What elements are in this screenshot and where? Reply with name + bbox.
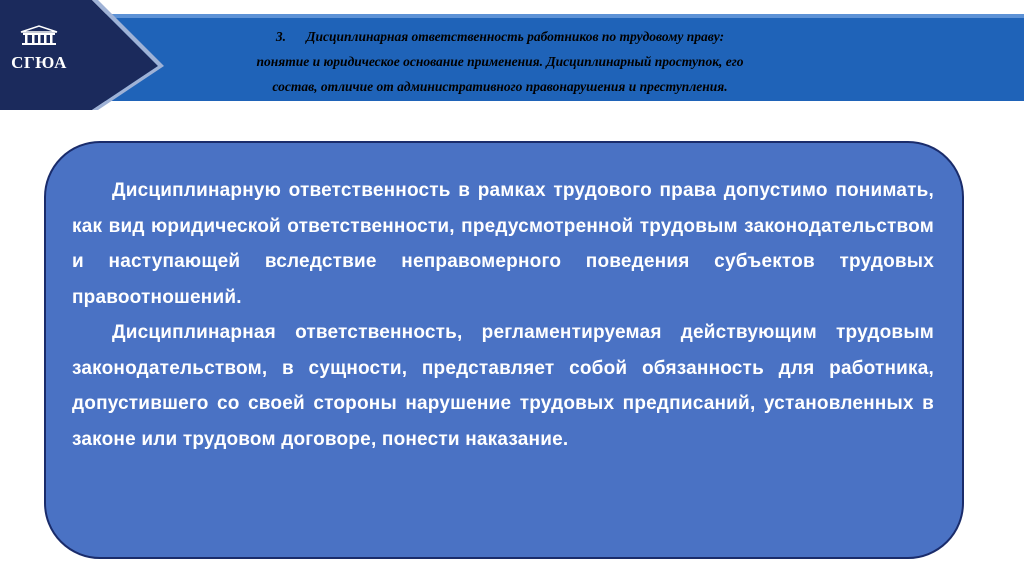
content-card — [44, 141, 964, 559]
title-line: состав, отличие от административного правонарушения и преступления. — [272, 79, 728, 94]
logo-text: СГЮА — [11, 53, 67, 72]
slide-title — [180, 24, 820, 99]
title-line: 3. Дисциплинарная ответственность работников по трудовому праву: — [275, 29, 725, 44]
title-line: понятие и юридическое основание применения. Дисциплинарный проступок, его — [256, 54, 744, 69]
university-logo — [8, 24, 70, 73]
paragraph-essence: Дисциплинарная ответственность, регламентируемая действующим трудовым законодательством, в сущности, представляет собой обязанность для работника, допустившего со своей стороны нарушение трудовых предписаний, установленных в законе или трудовом договоре, понести наказание. — [72, 322, 934, 450]
building-emblem-icon — [17, 24, 61, 46]
paragraph-definition: Дисциплинарную ответственность в рамках трудового права допустимо понимать, как вид юридической ответственности, предусмотренной трудовым законодательством и наступающей вследствие неправомерного поведения субъектов трудовых правоотношений. — [72, 180, 934, 308]
